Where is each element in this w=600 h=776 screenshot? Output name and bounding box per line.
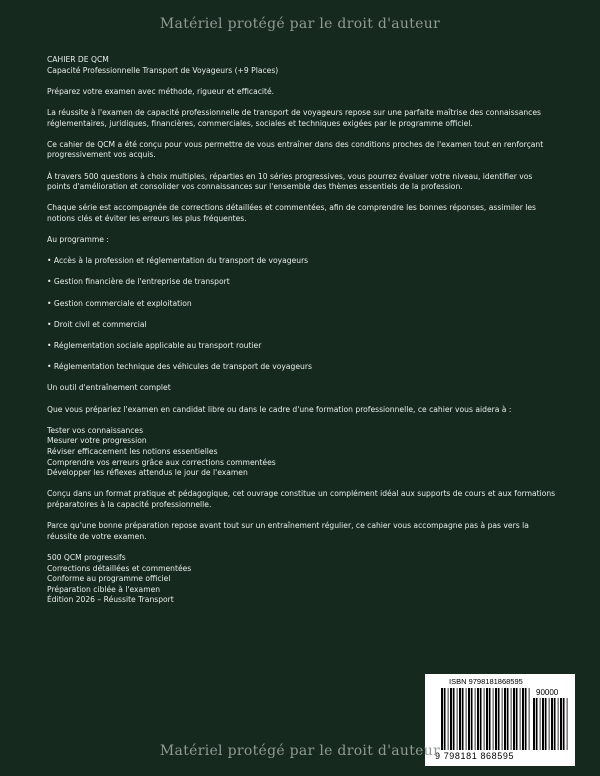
spacer xyxy=(47,129,557,140)
spacer xyxy=(47,309,557,320)
barcode-bar xyxy=(525,688,527,750)
text-line: Parce qu'une bonne préparation repose avant tout sur un entraînement régulier, ce cahier vous accompagne pas à pas vers la réussite de votre examen. xyxy=(47,521,529,541)
barcode-bar xyxy=(493,688,494,750)
barcode-bar xyxy=(453,688,455,750)
text-line: Mesurer votre progression xyxy=(47,436,147,446)
barcode-bar xyxy=(486,688,488,750)
text-line: 500 QCM progressifs xyxy=(47,552,126,562)
text-line: Tester vos connaissances xyxy=(47,425,144,435)
text-line: • Réglementation technique des véhicules de transport de voyageurs xyxy=(47,362,312,372)
text-line: Réviser efficacement les notions essentielles xyxy=(47,446,218,456)
text-line: Ce cahier de QCM a été conçu pour vous permettre de vous entraîner dans des conditions proches de l'examen tout en renforçant progressivement vos acquis. xyxy=(47,139,544,160)
barcode-bar xyxy=(522,688,524,750)
spacer xyxy=(47,267,557,278)
spacer xyxy=(47,76,557,87)
barcode-bar xyxy=(462,688,464,750)
spacer xyxy=(47,97,557,108)
copyright-watermark-bottom: Matériel protégé par le droit d'auteur xyxy=(159,743,441,759)
text-line: • Accès à la profession et réglementation du transport de voyageurs xyxy=(47,256,309,266)
text-line: La réussite à l'examen de capacité professionnelle de transport de voyageurs repose sur une parfaite maîtrise des connaissances réglementaires, juridiques, financières, commerciales, sociales et techniques exigées par le programme officiel. xyxy=(47,107,541,128)
spacer xyxy=(47,352,557,363)
barcode-bar xyxy=(441,688,443,750)
barcode-bar xyxy=(457,688,458,750)
isbn-digits: 9 798181 868595 xyxy=(435,751,515,761)
text-line: • Réglementation sociale applicable au transport routier xyxy=(47,341,262,351)
isbn-label: ISBN 9798181868595 xyxy=(449,677,523,686)
barcode-bar xyxy=(450,688,452,750)
text-line: Développer les réflexes attendus le jour de l'examen xyxy=(47,468,248,478)
spacer xyxy=(47,415,557,426)
spacer xyxy=(47,193,557,204)
spacer xyxy=(47,225,557,236)
text-line: Un outil d'entraînement complet xyxy=(47,383,171,393)
barcode-bar xyxy=(459,688,461,750)
text-line: Comprendre vos erreurs grâce aux corrections commentées xyxy=(47,457,276,467)
spacer xyxy=(47,479,557,490)
barcode-bar xyxy=(504,688,506,750)
spacer xyxy=(47,373,557,384)
price-code: 90000 xyxy=(536,688,559,697)
barcode-bar xyxy=(495,688,497,750)
text-line: Préparez votre examen avec méthode, rigueur et efficacité. xyxy=(47,86,275,96)
barcode-bar xyxy=(520,688,521,750)
text-line: • Droit civil et commercial xyxy=(47,319,147,329)
copyright-watermark-top: Matériel protégé par le droit d'auteur xyxy=(159,16,441,32)
text-line: Que vous prépariez l'examen en candidat libre ou dans le cadre d'une formation professionnelle, ce cahier vous aidera à : xyxy=(47,404,512,414)
text-line: • Gestion commerciale et exploitation xyxy=(47,298,192,308)
barcode-bar xyxy=(511,688,512,750)
spacer xyxy=(47,330,557,341)
text-line: Capacité Professionnelle Transport de Voyageurs (+9 Places) xyxy=(47,65,279,75)
text-line: Chaque série est accompagnée de corrections détaillées et commentées, afin de comprendre les bonnes réponses, assimiler les notions clés et éviter les erreurs les plus fréquentes. xyxy=(47,203,536,223)
spacer xyxy=(47,246,557,257)
barcode-bar xyxy=(507,688,509,750)
spacer xyxy=(47,288,557,299)
barcode-bar xyxy=(516,688,518,750)
text-line: Conforme au programme officiel xyxy=(47,574,171,584)
text-line: • Gestion financière de l'entreprise de transport xyxy=(47,277,230,287)
barcode-bar xyxy=(471,688,473,750)
text-line: Au programme : xyxy=(47,235,109,245)
barcode-bar xyxy=(502,688,503,750)
barcode-bar xyxy=(466,688,467,750)
barcode-bar xyxy=(489,688,491,750)
spacer xyxy=(47,394,557,405)
barcode-bar xyxy=(444,688,446,750)
text-line: Édition 2026 – Réussite Transport xyxy=(47,595,174,605)
spacer xyxy=(47,161,557,172)
text-line: Corrections détaillées et commentées xyxy=(47,563,192,573)
barcode-bar xyxy=(477,688,479,750)
back-cover-text xyxy=(47,55,557,606)
barcode-bar xyxy=(513,688,515,750)
spacer xyxy=(47,511,557,522)
text-line: Conçu dans un format pratique et pédagogique, cet ouvrage constitue un complément idéal aux supports de cours et aux formations préparatoires à la capacité professionnelle. xyxy=(47,489,556,509)
barcode-bar xyxy=(498,688,500,750)
text-line: CAHIER DE QCM xyxy=(47,55,109,64)
barcode-bar xyxy=(448,688,449,750)
barcode-bar xyxy=(480,688,482,750)
barcode-bar xyxy=(529,688,530,750)
barcode-bar xyxy=(475,688,476,750)
barcode-bar xyxy=(468,688,470,750)
barcode-bar xyxy=(484,688,485,750)
text-line: Préparation ciblée à l'examen xyxy=(47,584,161,594)
spacer xyxy=(47,542,557,553)
text-line: À travers 500 questions à choix multiples, réparties en 10 séries progressives, vous pourrez évaluer votre niveau, identifier vos points d'amélioration et consolider vos connaissances sur l'ensemble des thèmes essentiels de la profession. xyxy=(47,171,533,192)
